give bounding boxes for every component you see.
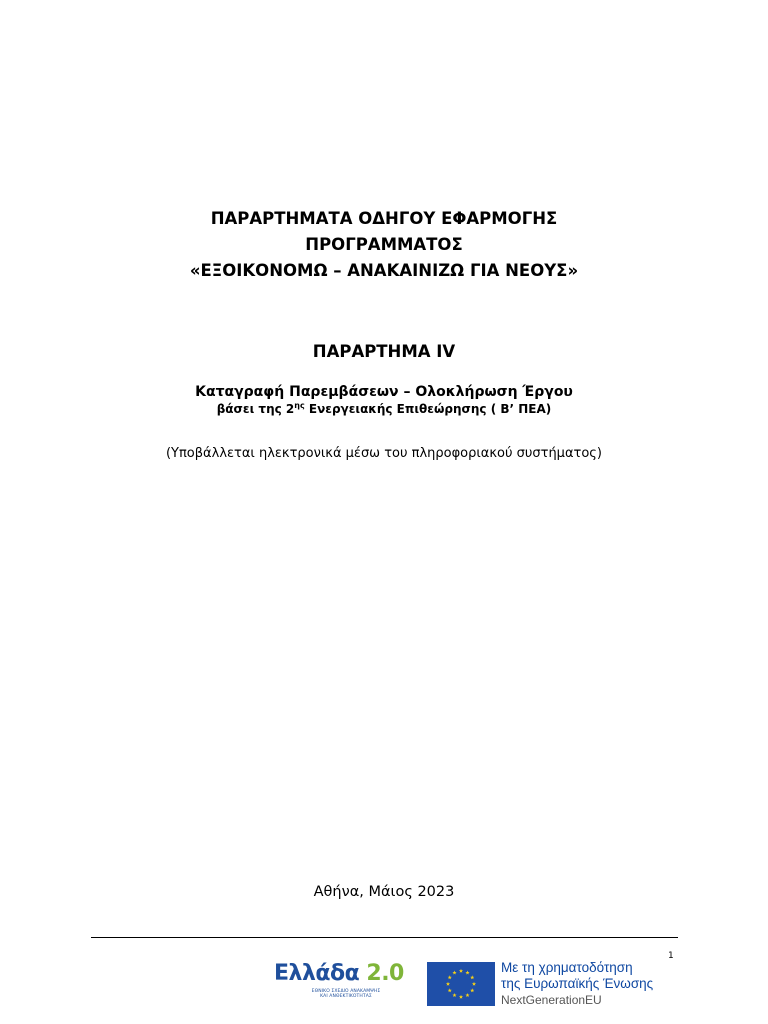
annex-subtitle-basis	[0, 402, 768, 416]
basis-text-post: Ενεργειακής Επιθεώρησης ( Β’ ΠΕΑ)	[304, 402, 552, 416]
eu-flag-icon	[427, 962, 495, 1006]
eu-funding-statement	[501, 960, 681, 1008]
greece-2-0-logo	[274, 961, 404, 1005]
title-line-3: «ΕΞΟΙΚΟΝΟΜΩ – ΑΝΑΚΑΙΝΙΖΩ ΓΙΑ ΝΕΟΥΣ»	[189, 261, 579, 280]
eu-funding-line-2: της Ευρωπαϊκής Ένωσης	[501, 976, 654, 991]
greece-logo-tagline-1: ΕΘΝΙΚΟ ΣΧΕΔΙΟ ΑΝΑΚΑΜΨΗΣ	[311, 989, 381, 994]
greece-logo-wordmark	[274, 961, 404, 986]
footer-divider	[91, 937, 678, 938]
annex-title: ΠΑΡΑΡΤΗΜΑ IV	[312, 342, 456, 361]
greece-logo-word: Ελλάδα	[274, 961, 360, 986]
submission-note: (Υποβάλλεται ηλεκτρονικά μέσω του πληροφοριακού συστήματος)	[165, 446, 603, 461]
annex-subtitle: Καταγραφή Παρεμβάσεων – Ολοκλήρωση Έργου	[195, 384, 573, 400]
basis-ordinal-suffix: ης	[294, 401, 305, 410]
basis-text-pre: βάσει της 2	[216, 402, 295, 416]
greece-logo-tagline-2: ΚΑΙ ΑΝΘΕΚΤΙΚΟΤΗΤΑΣ	[320, 994, 372, 999]
document-title	[0, 206, 768, 284]
page-number: 1	[668, 951, 674, 961]
greece-logo-number: 2.0	[366, 961, 404, 986]
eu-funding-line-1: Με τη χρηματοδότηση	[501, 960, 633, 975]
greece-logo-tagline	[296, 989, 396, 999]
next-generation-eu-label: NextGenerationEU	[501, 993, 602, 1007]
place-date: Αθήνα, Μάιος 2023	[313, 884, 455, 900]
title-line-1: ΠΑΡΑΡΤΗΜΑΤΑ ΟΔΗΓΟΥ ΕΦΑΡΜΟΓΗΣ	[210, 209, 558, 228]
title-line-2: ΠΡΟΓΡΑΜΜΑΤΟΣ	[305, 235, 463, 254]
